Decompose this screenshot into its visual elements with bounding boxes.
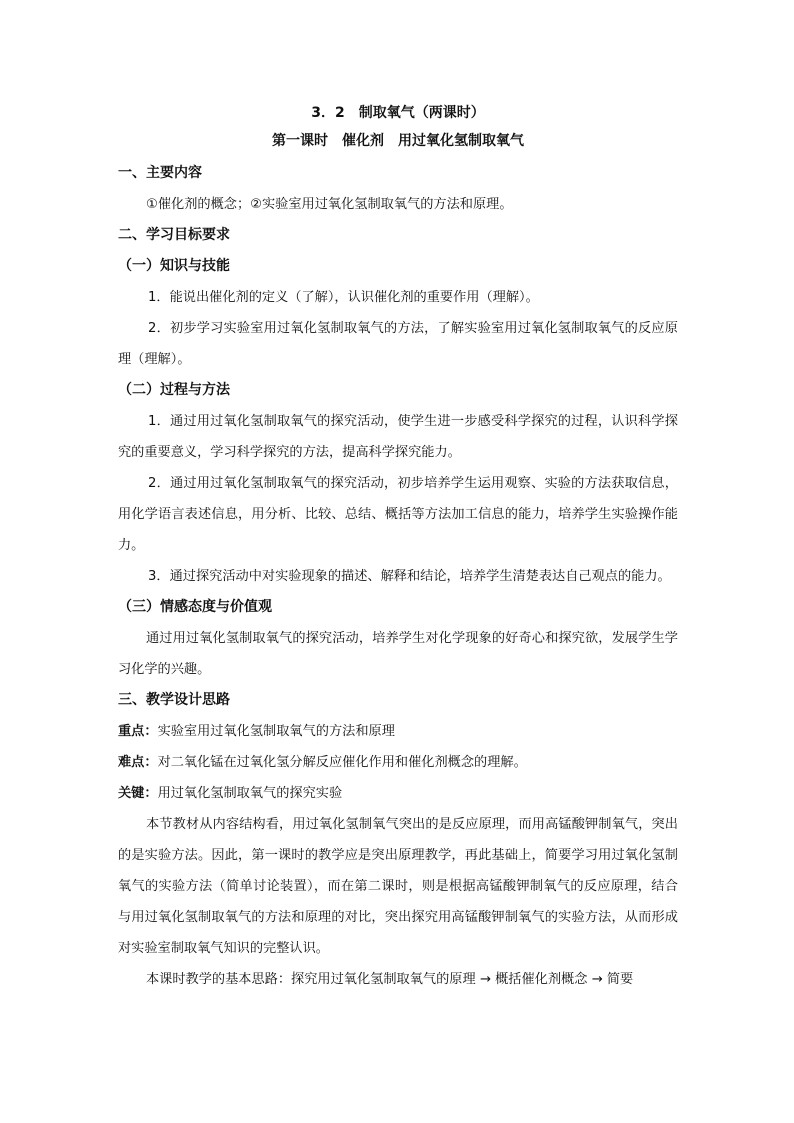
section2-heading: 二、学习目标要求 [118, 227, 230, 243]
key-point-label: 重点： [118, 724, 158, 739]
difficulty-text: 对二氧化锰在过氧化氢分解反应催化作用和催化剂概念的理解。 [157, 755, 527, 770]
design-paragraph-2: 本课时教学的基本思路：探究用过氧化氢制取氧气的原理 → 概括催化剂概念 → 简要 [146, 972, 634, 987]
section3-heading: 三、教学设计思路 [118, 692, 230, 708]
sub1-item-1: 1．能说出催化剂的定义（了解），认识催化剂的重要作用（理解）。 [148, 290, 539, 305]
section1-heading: 一、主要内容 [118, 165, 202, 181]
sub1-heading: （一）知识与技能 [118, 258, 230, 274]
design-paragraph-1: 本节教材从内容结构看，用过氧化氢制氧气突出的是反应原理，而用高锰酸钾制氧气，突出的是实验方法。因此，第一课时的教学应是突出原理教学，再此基础上，简要学习用过氧化氢制氧气的实验方法（简单讨论装置），而在第二课时，则是根据高锰酸钾制氧气的反应原理，结合与用过氧化氢制取氧气的方法和原理的对比，突出探究用高锰酸钾制氧气的实验方法，从而形成对实验室制取氧气知识的完整认识。 [118, 817, 678, 956]
section1-text: ①催化剂的概念；②实验室用过氧化氢制取氧气的方法和原理。 [146, 197, 513, 212]
crux-point [118, 778, 678, 809]
crux-text: 用过氧化氢制取氧气的探究实验 [157, 786, 343, 801]
crux-label: 关键： [118, 786, 158, 801]
difficulty-point [118, 747, 678, 778]
document-content [118, 100, 678, 995]
key-point-text: 实验室用过氧化氢制取氧气的方法和原理 [157, 724, 395, 739]
document-title: 3．2 制取氧气（两课时） [311, 105, 485, 121]
sub2-heading: （二）过程与方法 [118, 382, 230, 398]
sub3-text: 通过用过氧化氢制取氧气的探究活动，培养学生对化学现象的好奇心和探究欲，发展学生学习化学的兴趣。 [118, 631, 678, 677]
sub2-item-2: 2．通过用过氧化氢制取氧气的探究活动，初步培养学生运用观察、实验的方法获取信息，用化学语言表述信息，用分析、比较、总结、概括等方法加工信息的能力，培养学生实验操作能力。 [118, 476, 678, 553]
difficulty-label: 难点： [118, 755, 158, 770]
sub2-item-3: 3．通过探究活动中对实验现象的描述、解释和结论，培养学生清楚表达自己观点的能力。 [148, 569, 671, 584]
sub2-item-1: 1．通过用过氧化氢制取氧气的探究活动，使学生进一步感受科学探究的过程，认识科学探究的重要意义，学习科学探究的方法，提高科学探究能力。 [118, 414, 678, 460]
document-subtitle: 第一课时 催化剂 用过氧化氢制取氧气 [272, 133, 524, 149]
sub1-item-2: 2．初步学习实验室用过氧化氢制取氧气的方法，了解实验室用过氧化氢制取氧气的反应原理（理解）。 [118, 321, 678, 367]
sub3-heading: （三）情感态度与价值观 [118, 599, 272, 615]
key-point [118, 716, 678, 747]
